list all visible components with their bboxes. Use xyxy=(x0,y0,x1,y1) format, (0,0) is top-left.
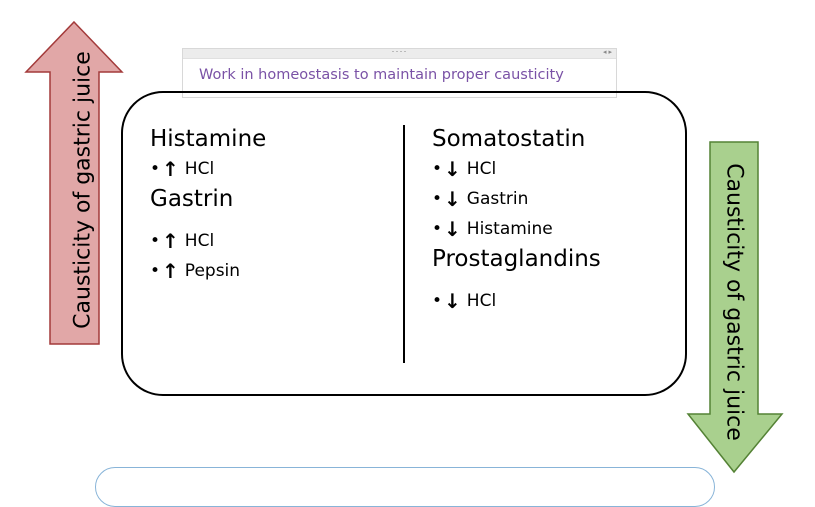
column-divider xyxy=(403,125,405,363)
bullet-dot: • xyxy=(150,159,161,179)
list-item xyxy=(432,154,601,184)
note-handle-bar[interactable] xyxy=(183,46,616,59)
list-item xyxy=(150,154,266,184)
note-text: Work in homeostasis to maintain proper causticity xyxy=(199,67,564,83)
nav-arrows-icon[interactable]: ◂ ▸ xyxy=(603,49,612,56)
bullet-dot: • xyxy=(432,159,443,179)
item-text: Pepsin xyxy=(184,261,241,281)
list-item xyxy=(150,226,266,256)
item-text: HCl xyxy=(184,231,215,251)
down-arrow-label: Causticity of gastric juice xyxy=(721,163,747,441)
bullet-dot: • xyxy=(432,219,443,239)
bullet-dot: • xyxy=(150,261,161,281)
bullet-dot: • xyxy=(432,291,443,311)
up-arrow-label: Causticity of gastric juice xyxy=(70,51,96,329)
item-text: Histamine xyxy=(466,219,553,239)
grip-icon[interactable]: ···· xyxy=(391,46,408,56)
inhibitors-column xyxy=(432,124,601,316)
item-text: Gastrin xyxy=(466,189,529,209)
down-arrow-icon: ↓ xyxy=(444,217,461,241)
down-arrow-icon: ↓ xyxy=(444,157,461,181)
list-item xyxy=(150,256,266,286)
down-arrow-icon: ↓ xyxy=(444,187,461,211)
item-text: HCl xyxy=(184,159,215,179)
down-arrow-icon: ↓ xyxy=(444,289,461,313)
group-heading-somatostatin: Somatostatin xyxy=(432,126,586,152)
bottom-box xyxy=(95,467,715,507)
up-arrow-icon: ↑ xyxy=(162,157,179,181)
bullet-dot: • xyxy=(432,189,443,209)
group-heading-prostaglandins: Prostaglandins xyxy=(432,246,601,272)
group-heading-gastrin: Gastrin xyxy=(150,186,234,212)
item-text: HCl xyxy=(466,291,497,311)
bullet-dot: • xyxy=(150,231,161,251)
up-arrow-icon: ↑ xyxy=(162,259,179,283)
group-heading-histamine: Histamine xyxy=(150,126,267,152)
list-item xyxy=(432,286,601,316)
up-arrow-icon: ↑ xyxy=(162,229,179,253)
item-text: HCl xyxy=(466,159,497,179)
list-item xyxy=(432,214,601,244)
stimulators-column xyxy=(150,124,266,286)
list-item xyxy=(432,184,601,214)
